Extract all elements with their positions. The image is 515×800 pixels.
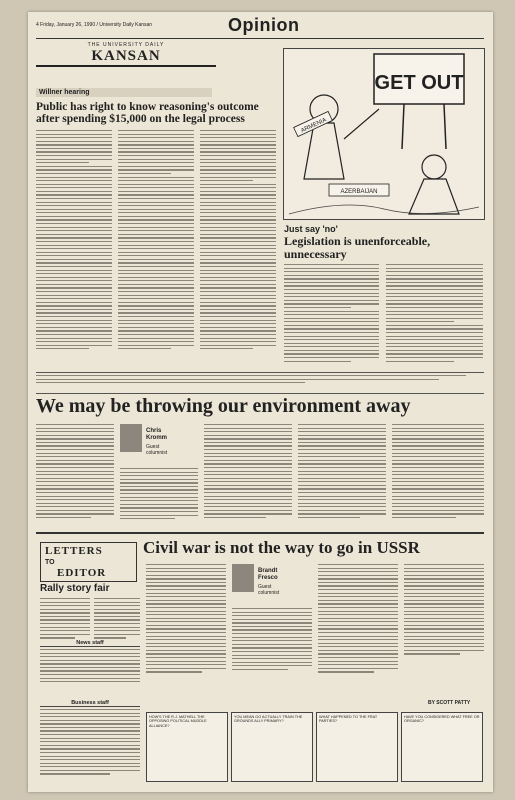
environment-col-3 bbox=[204, 424, 292, 521]
willner-col-1 bbox=[36, 130, 112, 352]
news-staff-box bbox=[40, 640, 140, 685]
news-staff-label: News staff bbox=[40, 640, 140, 647]
willner-headline: Public has right to know reasoning's outcome after spending $15,000 on the legal process bbox=[36, 101, 259, 125]
business-staff-label: Business staff bbox=[40, 700, 140, 707]
comic-credit: BY SCOTT PATTY bbox=[428, 700, 471, 706]
letters-word: LETTERS bbox=[45, 545, 103, 557]
willner-col-2 bbox=[118, 130, 194, 352]
ussr-col-1 bbox=[146, 564, 226, 675]
comic-panel-2 bbox=[231, 712, 313, 782]
comic-panel-4 bbox=[401, 712, 483, 782]
page-folio: 4 Friday, January 26, 1990 / University Daily Kansan bbox=[36, 22, 153, 28]
editorial-cartoon bbox=[283, 48, 485, 220]
letter-col-1 bbox=[40, 598, 90, 641]
environment-col-1 bbox=[36, 424, 114, 521]
editorial-board-box bbox=[36, 372, 484, 394]
comic-panel-1-text: HOW'S THE R.J. MATHELL THE OPPOSING POLITICAL MUDDLE ALLIANCE? bbox=[149, 715, 207, 728]
masthead-small: THE UNIVERSITY DAILY bbox=[87, 42, 165, 48]
environment-col-4 bbox=[298, 424, 386, 521]
columnist-name: Chris Kromm bbox=[146, 428, 168, 441]
sway-col-1 bbox=[284, 264, 379, 364]
masthead-title: KANSAN bbox=[36, 48, 216, 67]
comic-panel-2-text: YOU MEAN GO ACTUALLY TRAIN THE GROUNDS ALLY PRIMARY? bbox=[234, 715, 303, 724]
sway-col-2 bbox=[386, 264, 483, 364]
rally-headline: Rally story fair bbox=[40, 583, 110, 594]
cartoon-drawing bbox=[284, 49, 484, 219]
ussr-columnist bbox=[232, 564, 292, 608]
environment-headline: We may be throwing our environment away bbox=[36, 395, 411, 417]
sway-kicker: Just say 'no' bbox=[284, 224, 338, 234]
comic-panel-3-text: WHAT HAPPENED TO THE FRAT PARTIES? bbox=[319, 715, 378, 724]
willner-col-3 bbox=[200, 130, 276, 352]
cartoon-azerbaijan-label: AZERBAIJAN bbox=[340, 189, 378, 195]
header-rule bbox=[36, 38, 484, 39]
letters-editor: EDITOR bbox=[57, 567, 107, 579]
masthead bbox=[36, 42, 216, 67]
environment-columnist bbox=[120, 424, 180, 468]
cartoon-sign-text: GET OUT bbox=[374, 72, 464, 94]
comic-panel-4-text: HAVE YOU CONSIDERED WHAT FREE OR ORGANIC? bbox=[404, 715, 480, 724]
section-divider bbox=[36, 532, 484, 534]
cartoon-armenia-label: ARMENIA bbox=[300, 117, 328, 135]
letter-col-2 bbox=[94, 598, 140, 641]
ussr-columnist-photo bbox=[232, 564, 254, 592]
willner-kicker: Willner hearing bbox=[36, 88, 212, 97]
ussr-col-3 bbox=[318, 564, 398, 675]
ussr-col-2 bbox=[232, 564, 312, 672]
ussr-columnist-role: Guest columnist bbox=[258, 584, 280, 596]
section-title: Opinion bbox=[228, 15, 300, 35]
newspaper-page bbox=[28, 12, 493, 792]
ussr-columnist-name: Brandt Fresco bbox=[258, 568, 278, 581]
columnist-photo bbox=[120, 424, 142, 452]
columnist-role: Guest columnist bbox=[146, 444, 168, 456]
environment-col-5 bbox=[392, 424, 484, 521]
sway-headline: Legislation is unenforceable, unnecessary bbox=[284, 234, 431, 261]
comic-panel-3 bbox=[316, 712, 398, 782]
ussr-headline: Civil war is not the way to go in USSR bbox=[143, 538, 420, 557]
environment-col-2 bbox=[120, 424, 198, 522]
letters-logo bbox=[40, 542, 137, 582]
ussr-col-4 bbox=[404, 564, 484, 657]
letters-to: TO bbox=[45, 559, 55, 566]
comic-panel-1 bbox=[146, 712, 228, 782]
business-staff-box bbox=[40, 700, 140, 777]
